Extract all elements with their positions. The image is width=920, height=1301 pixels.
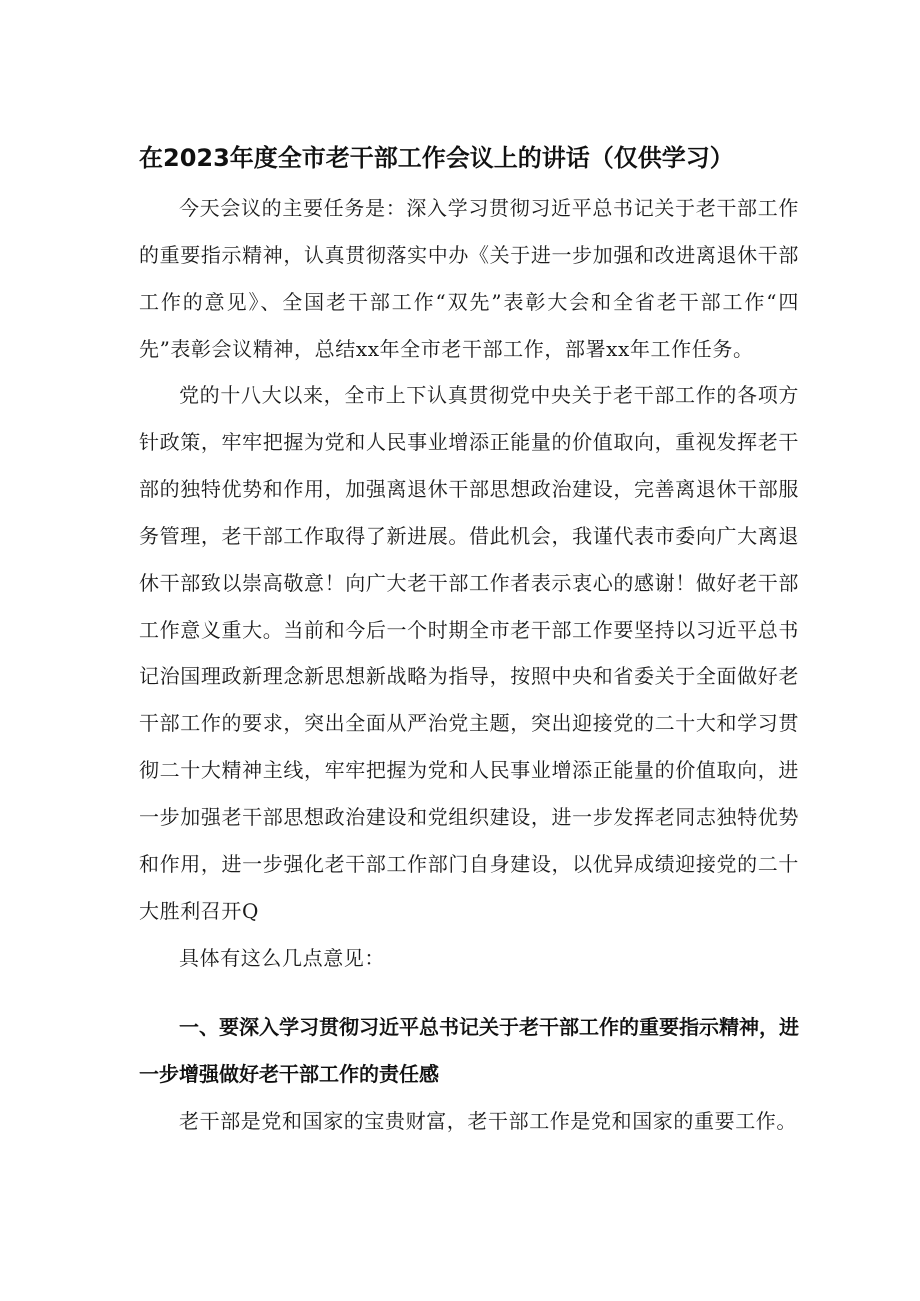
paragraph-achievements: 党的十八大以来，全市上下认真贯彻党中央关于老干部工作的各项方针政策，牢牢把握为党和人民事业增添正能量的价值取向，重视发挥老干部的独特优势和作用，加强离退休干部思想政治建设，完善离退休干部服务管理，老干部工作取得了新进展。借此机会，我谨代表市委向广大离退休干部致以崇高敬意！向广大老干部工作者表示衷心的感谢！做好老干部工作意义重大。当前和今后一个时期全市老干部工作要坚持以习近平总书记治国理政新理念新思想新战略为指导，按照中央和省委关于全面做好老干部工作的要求，突出全面从严治党主题，突出迎接党的二十大和学习贯彻二十大精神主线，牢牢把握为党和人民事业增添正能量的价值取向，进一步加强老干部思想政治建设和党组织建设，进一步发挥老同志独特优势和作用，进一步强化老干部工作部门自身建设，以优异成绩迎接党的二十大胜利召开Q — [139, 383, 799, 923]
paragraph-section-1-start: 老干部是党和国家的宝贵财富，老干部工作是党和国家的重要工作。 — [179, 1109, 797, 1133]
section-heading-1: 一、要深入学习贯彻习近平总书记关于老干部工作的重要指示精神，进一步增强做好老干部工作的责任感 — [139, 1015, 799, 1086]
paragraph-meeting-tasks: 今天会议的主要任务是：深入学习贯彻习近平总书记关于老干部工作的重要指示精神，认真贯彻落实中办《关于进一步加强和改进离退休干部工作的意见》、全国老干部工作“双先”表彰大会和全省老干部工作“四先”表彰会议精神，总结xx年全市老干部工作，部署xx年工作任务。 — [139, 196, 799, 361]
paragraph-opinions-intro: 具体有这么几点意见： — [179, 946, 385, 970]
document-title: 在2023年度全市老干部工作会议上的讲话（仅供学习） — [139, 144, 734, 172]
